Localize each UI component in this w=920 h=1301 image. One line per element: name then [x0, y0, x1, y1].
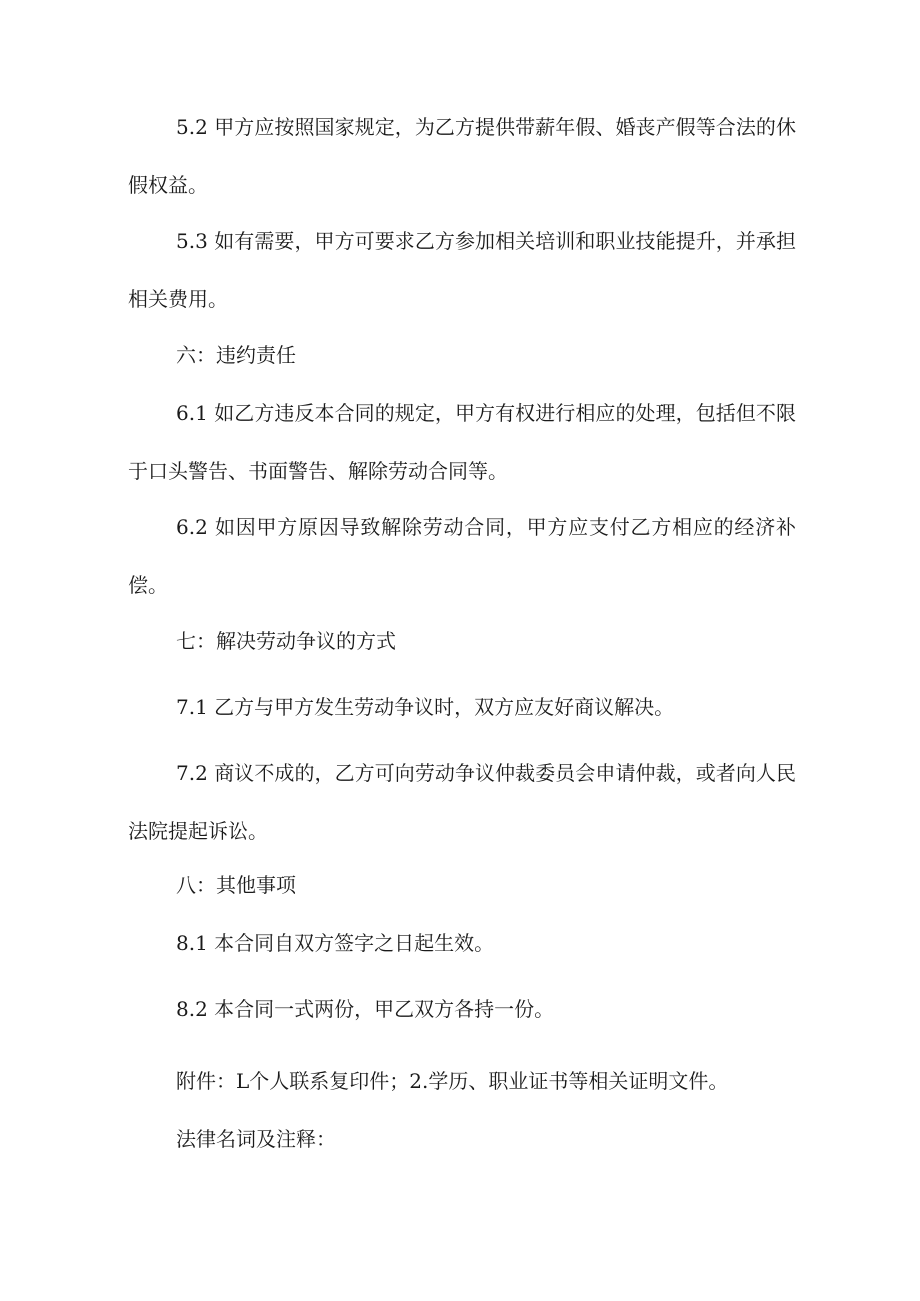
clause-7-2: 7.2 商议不成的，乙方可向劳动争议仲裁委员会申请仲裁，或者向人民法院提起诉讼。	[128, 761, 796, 843]
clause-6-1: 6.1 如乙方违反本合同的规定，甲方有权进行相应的处理，包括但不限于口头警告、书面警告、解除劳动合同等。	[128, 401, 796, 483]
section-heading-8: 八：其他事项	[176, 873, 296, 897]
section-heading-6: 六：违约责任	[176, 343, 296, 367]
clause-5-2: 5.2 甲方应按照国家规定，为乙方提供带薪年假、婚丧产假等合法的休假权益。	[128, 115, 796, 197]
clause-6-2: 6.2 如因甲方原因导致解除劳动合同，甲方应支付乙方相应的经济补偿。	[128, 515, 796, 597]
attachments-line: 附件：L个人联系复印件；2.学历、职业证书等相关证明文件。	[176, 1069, 729, 1093]
clause-8-2: 8.2 本合同一式两份，甲乙双方各持一份。	[176, 997, 555, 1021]
clause-8-1: 8.1 本合同自双方签字之日起生效。	[176, 931, 495, 955]
legal-terms-heading: 法律名词及注释：	[176, 1127, 336, 1151]
section-heading-7: 七：解决劳动争议的方式	[176, 629, 396, 653]
clause-7-1: 7.1 乙方与甲方发生劳动争议时，双方应友好商议解决。	[176, 695, 675, 719]
clause-5-3: 5.3 如有需要，甲方可要求乙方参加相关培训和职业技能提升，并承担相关费用。	[128, 229, 796, 311]
